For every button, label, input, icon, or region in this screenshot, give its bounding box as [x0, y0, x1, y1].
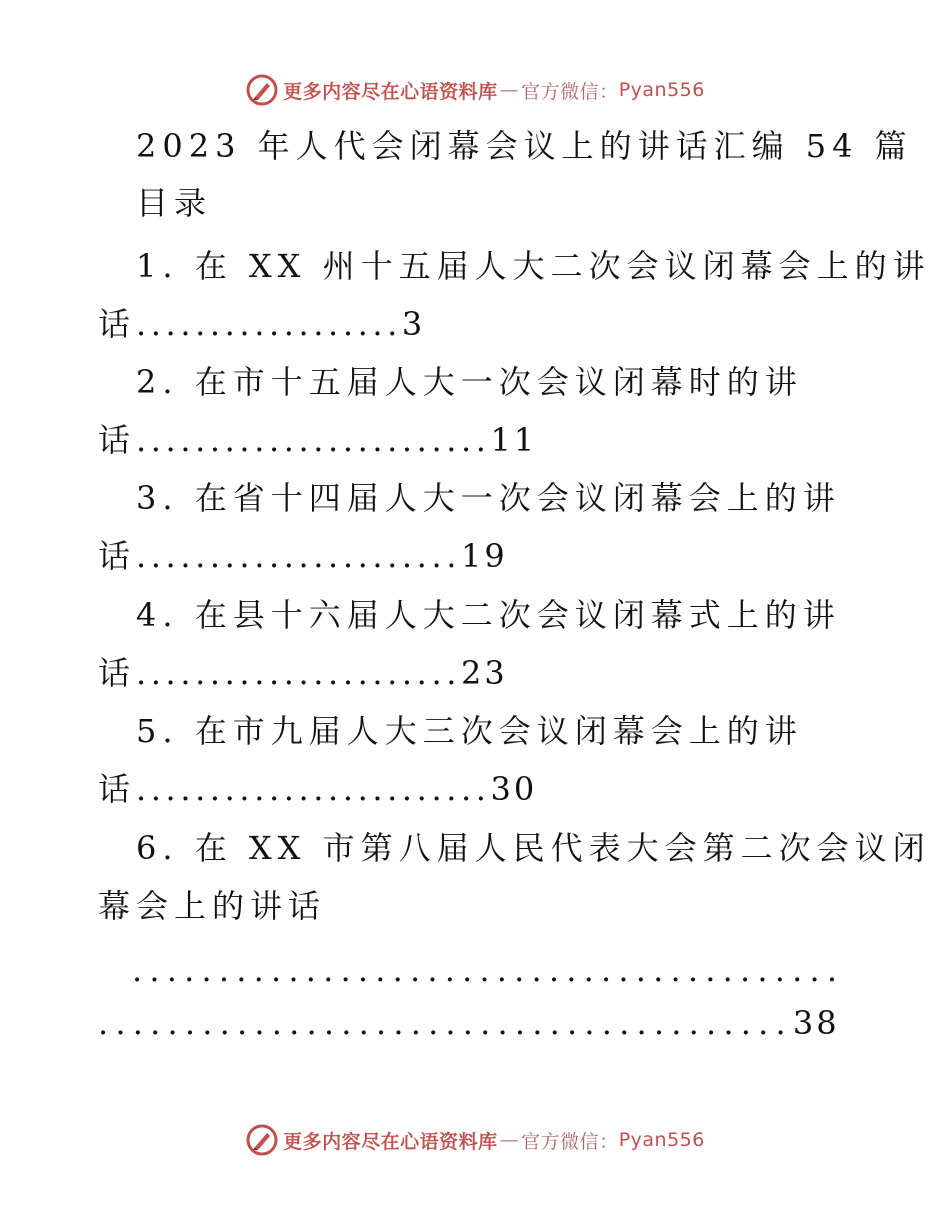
toc-entry-number: 5. — [136, 712, 179, 750]
toc-entry-5-cont — [98, 769, 537, 809]
toc-leader-dots: ......................................... — [132, 951, 845, 989]
toc-page-number: 30 — [490, 770, 538, 808]
toc-entry-4[interactable] — [136, 595, 841, 635]
banner-dash: — — [499, 79, 520, 101]
toc-entry-title-cont: 话 — [98, 770, 137, 808]
toc-page-number: 19 — [461, 537, 508, 575]
toc-leader-dots: ........................ — [136, 421, 491, 459]
document-title: 2023 年人代会闭幕会议上的讲话汇编 54 篇 — [136, 127, 913, 165]
pen-logo-icon — [245, 73, 279, 107]
toc-entry-number: 6. — [136, 829, 179, 867]
toc-entry-title-cont: 幕会上的讲话 — [98, 887, 327, 925]
toc-entry-4-cont — [98, 653, 508, 693]
toc-entry-2-cont — [98, 420, 537, 460]
banner-sub-text: 官方微信： — [521, 1130, 619, 1153]
banner-main-text: 更多内容尽在心语资料库 — [283, 80, 498, 103]
banner-main-text: 更多内容尽在心语资料库 — [283, 1130, 498, 1153]
toc-entry-title: 在市九届人大三次会议闭幕会上的讲 — [194, 712, 803, 750]
toc-entry-6-dots-2 — [98, 1003, 840, 1043]
toc-page-number: 3 — [401, 305, 426, 343]
toc-leader-dots: ........................ — [136, 770, 491, 808]
banner-sub-text: 官方微信： — [521, 80, 619, 103]
toc-entry-title: 在 XX 市第八届人民代表大会第二次会议闭 — [194, 829, 931, 867]
toc-entry-title: 在省十四届人大一次会议闭幕会上的讲 — [194, 479, 841, 517]
toc-leader-dots: ...................... — [136, 537, 461, 575]
toc-entry-2[interactable] — [136, 362, 803, 402]
toc-entry-6-cont — [98, 886, 326, 926]
banner-dash: — — [499, 1129, 520, 1151]
toc-page-number: 38 — [792, 1004, 840, 1042]
toc-entry-title: 在县十六届人大二次会议闭幕式上的讲 — [194, 596, 841, 634]
toc-entry-title: 在 XX 州十五届人大二次会议闭幕会上的讲 — [194, 247, 931, 285]
toc-entry-1-cont — [98, 304, 425, 344]
toc-entry-1[interactable] — [136, 246, 931, 286]
toc-leader-dots: ........................................ — [98, 1004, 793, 1042]
header-banner — [0, 70, 950, 110]
toc-heading: 目录 — [136, 184, 213, 222]
toc-entry-number: 1. — [136, 247, 179, 285]
toc-entry-number: 4. — [136, 596, 179, 634]
toc-page-number: 23 — [461, 654, 508, 692]
toc-leader-dots: .................. — [136, 305, 402, 343]
toc-entry-3[interactable] — [136, 478, 841, 518]
toc-entry-title-cont: 话 — [98, 537, 137, 575]
toc-entry-6[interactable] — [136, 828, 931, 868]
toc-entry-title-cont: 话 — [98, 421, 137, 459]
banner-wechat-id: Pyan556 — [618, 1129, 705, 1151]
toc-entry-title-cont: 话 — [98, 305, 137, 343]
toc-page-number: 11 — [490, 421, 538, 459]
banner-wechat-id: Pyan556 — [618, 79, 705, 101]
toc-entry-number: 3. — [136, 479, 179, 517]
pen-logo-icon — [245, 1123, 279, 1157]
toc-entry-title: 在市十五届人大一次会议闭幕时的讲 — [194, 363, 803, 401]
toc-entry-3-cont — [98, 536, 508, 576]
footer-banner — [0, 1120, 950, 1160]
toc-entry-title-cont: 话 — [98, 654, 137, 692]
toc-entry-number: 2. — [136, 363, 179, 401]
toc-entry-6-dots — [132, 950, 844, 990]
toc-entry-5[interactable] — [136, 711, 803, 751]
toc-leader-dots: ...................... — [136, 654, 461, 692]
